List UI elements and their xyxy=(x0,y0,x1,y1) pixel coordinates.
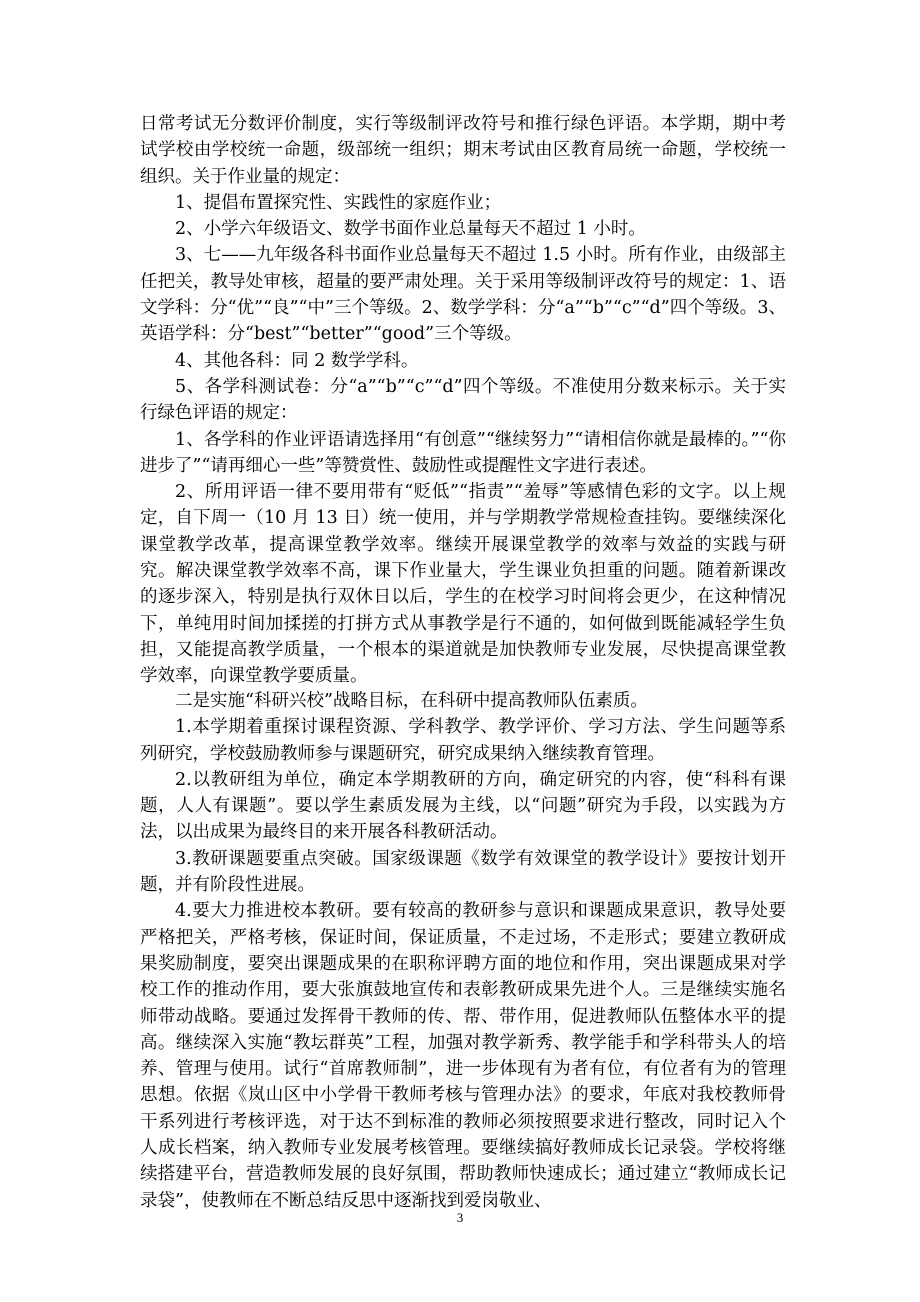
paragraph: 日常考试无分数评价制度，实行等级制评改符号和推行绿色评语。本学期，期中考试学校由学校统一命题，级部统一组织；期末考试由区教育局统一命题，学校统一组织。关于作业量的规定： xyxy=(140,114,786,187)
paragraph: 5、各学科测试卷：分“a”“b”“c”“d”四个等级。不准使用分数来标示。关于实行绿色评语的规定： xyxy=(140,376,786,424)
paragraph: 2、小学六年级语文、数学书面作业总量每天不超过 1 小时。 xyxy=(175,219,646,240)
paragraph: 2、所用评语一律不要用带有“贬低”“指责”“羞辱”等感情色彩的文字。以上规定，自下周一（10 月 13 日）统一使用，并与学期教学常规检查挂钩。要继续深化课堂教学改革，提高课堂教学效率。继续开展课堂教学的效率与效益的实践与研究。解决课堂教学效率不高，课下作业量大，学生课业负担重的问题。随着新课改的逐步深入，特别是执行双休日以后，学生的在校学习时间将会更少，在这种情况下，单纯用时间加揉搓的打拼方式从事教学是行不通的，如何做到既能减轻学生负担，又能提高教学质量，一个根本的渠道就是加快教师专业发展，尽快提高课堂教学效率，向课堂教学要质量。 xyxy=(140,482,786,687)
page-number: 3 xyxy=(456,1210,464,1225)
section-research-strategy xyxy=(140,688,786,1214)
section-heading: 二是实施“科研兴校”战略目标，在科研中提高教师队伍素质。 xyxy=(175,691,648,711)
section-grading-and-homework xyxy=(140,111,786,690)
paragraph: 3、七——九年级各科书面作业总量每天不超过 1.5 小时。所有作业，由级部主任把关，教导处审核，超量的要严肃处理。关于采用等级制评改符号的规定：1、语文学科：分“优”“良”“中”三个等级。2、数学学科：分“a”“b”“c”“d”四个等级。3、英语学科：分“best”“better”“good”三个等级。 xyxy=(140,245,786,345)
paragraph: 4、其他各科：同 2 数学学科。 xyxy=(175,350,419,371)
paragraph: 1、各学科的作业评语请选择用“有创意”“继续努力”“请相信你就是最棒的。”“你进步了”“请再细心一些”等赞赏性、鼓励性或提醒性文字进行表述。 xyxy=(140,429,786,476)
paragraph: 3.教研课题要重点突破。国家级课题《数学有效课堂的教学设计》要按计划开题，并有阶段性进展。 xyxy=(140,848,786,896)
paragraph: 1.本学期着重探讨课程资源、学科教学、教学评价、学习方法、学生问题等系列研究，学校鼓励教师参与课题研究，研究成果纳入继续教育管理。 xyxy=(140,717,786,764)
paragraph: 1、提倡布置探究性、实践性的家庭作业； xyxy=(175,192,502,213)
paragraph: 2.以教研组为单位，确定本学期教研的方向，确定研究的内容，使“科科有课题，人人有课题”。要以学生素质发展为主线，以“问题”研究为手段，以实践为方法，以出成果为最终目的来开展各科教研活动。 xyxy=(140,769,786,843)
paragraph: 4.要大力推进校本教研。要有较高的教研参与意识和课题成果意识，教导处要严格把关，严格考核，保证时间，保证质量，不走过场，不走形式；要建立教研成果奖励制度，要突出课题成果的在职称评聘方面的地位和作用，突出课题成果对学校工作的推动作用，要大张旗鼓地宣传和表彰教研成果先进个人。三是继续实施名师带动战略。要通过发挥骨干教师的传、帮、带作用，促进教师队伍整体水平的提高。继续深入实施“教坛群英”工程，加强对教学新秀、教学能手和学科带头人的培养、管理与使用。试行“首席教师制”，进一步体现有为者有位，有位者有为的管理思想。依据《岚山区中小学骨干教师考核与管理办法》的要求，年底对我校教师骨干系列进行考核评选，对于达不到标准的教师必须按照要求进行整改，同时记入个人成长档案，纳入教师专业发展考核管理。要继续搞好教师成长记录袋。学校将继续搭建平台，营造教师发展的良好氛围，帮助教师快速成长；通过建立“教师成长记录袋”，使教师在不断总结反思中逐渐找到爱岗敬业、 xyxy=(140,901,786,1211)
